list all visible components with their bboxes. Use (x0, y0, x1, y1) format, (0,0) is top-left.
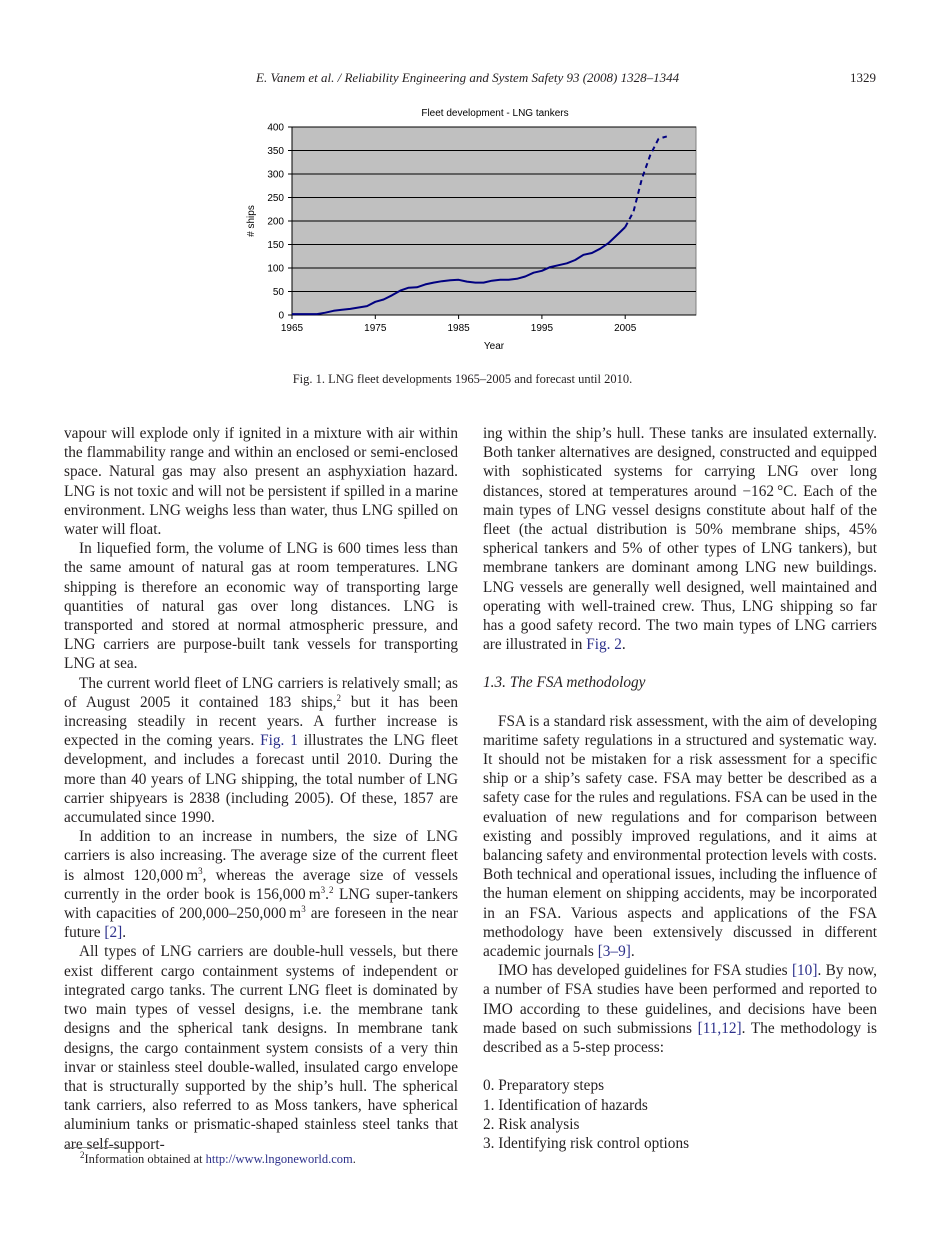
y-tick-label: 400 (267, 122, 284, 134)
figure-link[interactable]: Fig. 2 (586, 636, 622, 654)
x-tick-label: 1985 (447, 323, 470, 334)
list-item: 1. Identification of hazards (483, 1096, 648, 1114)
paragraph: vapour will explode only if ignited in a mixture with air within the flammability range and within an enclosed or semi-enclosed space. Natural gas may also present an asphyxiation hazard. LNG is not toxic and will not be persistent if spilled in a marine environment. LNG weighs less than water, thus LNG spilled on water will float. (64, 425, 458, 539)
x-tick-label: 2005 (614, 323, 637, 334)
page-number: 1329 (850, 70, 876, 85)
y-tick-label: 250 (267, 193, 284, 204)
left-column (64, 424, 458, 1154)
figure-1 (240, 108, 710, 360)
list-item: 0. Preparatory steps (483, 1077, 605, 1095)
x-tick-label: 1995 (530, 323, 554, 334)
figure-link[interactable]: Fig. 1 (260, 732, 298, 750)
y-tick-label: 100 (267, 263, 284, 275)
y-tick-label: 200 (267, 216, 284, 228)
paragraph: IMO has developed guidelines for FSA studies [10]. By now, a number of FSA studies have been performed and reported to IMO according to these guidelines, and decisions have been made based on such submissions [11,12]. The methodology is described as a 5-step process: (483, 962, 878, 1057)
citation-link[interactable]: [2] (104, 924, 123, 942)
footnote: $^2$Information obtained at http://www.lngoneworld.com. (80, 1149, 356, 1166)
footnote-ref[interactable]: 2 (336, 692, 341, 703)
chart-title: Fleet development - LNG tankers (421, 108, 569, 119)
paragraph: The current world fleet of LNG carriers is relatively small; as of August 2005 it contained 183 ships,$^2$ but it has been increasing steadily in recent years. A further increase is expected in the coming years. Fig. 1 illustrates the LNG fleet development, and includes a forecast until 2010. During the more than 40 years of LNG shipping, the total number of LNG carrier shipyears is 2838 (including 2005). Of these, 1857 are accumulated since 1990. (64, 674, 459, 827)
list-item: 2. Risk analysis (483, 1115, 580, 1133)
paragraph: All types of LNG carriers are double-hull vessels, but there exist different cargo containment systems of independent or integrated cargo tanks. The current LNG fleet is dominated by two main types of vessel designs, i.e. the membrane tank designs and the spherical tank designs. In membrane tank designs, the cargo containment system consists of a very thin invar or stainless steel double-walled, insulated cargo envelope that is structurally supported by the ship’s hull. The spherical tank carriers, also referred to as Moss tankers, have spherical aluminium tanks or prismatic-shaped stainless steel tanks that are self-support- (64, 943, 458, 1153)
citation-link[interactable]: [10] (791, 962, 818, 980)
citation-link[interactable]: [3–9] (597, 943, 631, 961)
y-tick-label: 150 (267, 240, 284, 251)
paragraph: FSA is a standard risk assessment, with the aim of developing maritime safety regulations in a structured and systematic way. It should not be mistaken for a risk assessment for a specific ship or a ship’s safety case. FSA may better be described as a safety case for the rules and regulations. FSA can be used in the evaluation of new regulations and for comparison between existing and possibly improved regulations, and it aims at balancing safety and environmental protection levels with costs. Both technical and operational issues, including the influence of the human element on shipping accidents, may be incorporated in an FSA. Various aspects and applications of the FSA methodology have been extensively discussed in different academic journals [3–9]. (483, 712, 877, 961)
paragraph: In addition to an increase in numbers, the size of LNG carriers is also increasing. The average size of the current fleet is almost 120,000 $m^3$, whereas the average size of vessels currently in the order book is 156,000 $m^3.^2$ LNG super-tankers with capacities of 200,000–250,000 $m^3$ are foreseen in the near future [2]. (64, 828, 458, 942)
journal-citation: E. Vanem et al. / Reliability Engineering and System Safety 93 (2008) 1328–1344 (256, 70, 680, 85)
y-tick-label: 350 (267, 146, 284, 157)
fleet-line-chart (240, 108, 710, 360)
list-item: 3. Identifying risk control options (483, 1134, 690, 1152)
citation-link[interactable]: [11,12] (697, 1019, 742, 1037)
figure-caption: Fig. 1. LNG fleet developments 1965–2005 and forecast until 2010. (292, 372, 633, 386)
paragraph: ing within the ship’s hull. These tanks are insulated externally. Both tanker alternatives are designed, constructed and equipped with sophisticated systems for carrying LNG over long distances, stored at temperatures around −162 °C. Each of the main types of LNG vessel designs constitute about half of the fleet (the actual distribution is 50% membrane ships, 45% spherical tankers and 5% of other types of LNG tankers), but membrane tankers are dominant among LNG new buildings. LNG vessels are generally well designed, well maintained and operating with well-trained crew. Thus, LNG shipping so far has a good safety record. The two main types of LNG carriers are illustrated in Fig. 2. (483, 425, 877, 654)
running-head (0, 70, 925, 90)
fsa-steps-list (483, 1076, 877, 1153)
footnote-ref[interactable]: 2 (328, 884, 334, 895)
x-tick-label: 1975 (364, 323, 387, 334)
footnote-url-link[interactable]: http://www.lngoneworld.com (205, 1152, 353, 1166)
y-tick-label: 0 (278, 310, 284, 322)
y-tick-label: 50 (272, 287, 284, 298)
paragraph: In liquefied form, the volume of LNG is 600 times less than the same amount of natural gas at room temperatures. LNG shipping is therefore an economic way of transporting large quantities of natural gas over long distances. LNG is transported and stored at normal atmospheric pressure, and LNG carriers are purpose-built tank vessels for transporting LNG at sea. (64, 540, 458, 673)
y-tick-label: 300 (267, 169, 284, 181)
right-column (483, 424, 877, 1153)
x-axis-label: Year (483, 341, 505, 352)
x-tick-label: 1965 (280, 323, 304, 334)
y-axis-label: # ships (246, 205, 257, 237)
footnote-divider (64, 1147, 124, 1148)
section-heading: 1.3. The FSA methodology (483, 674, 646, 692)
